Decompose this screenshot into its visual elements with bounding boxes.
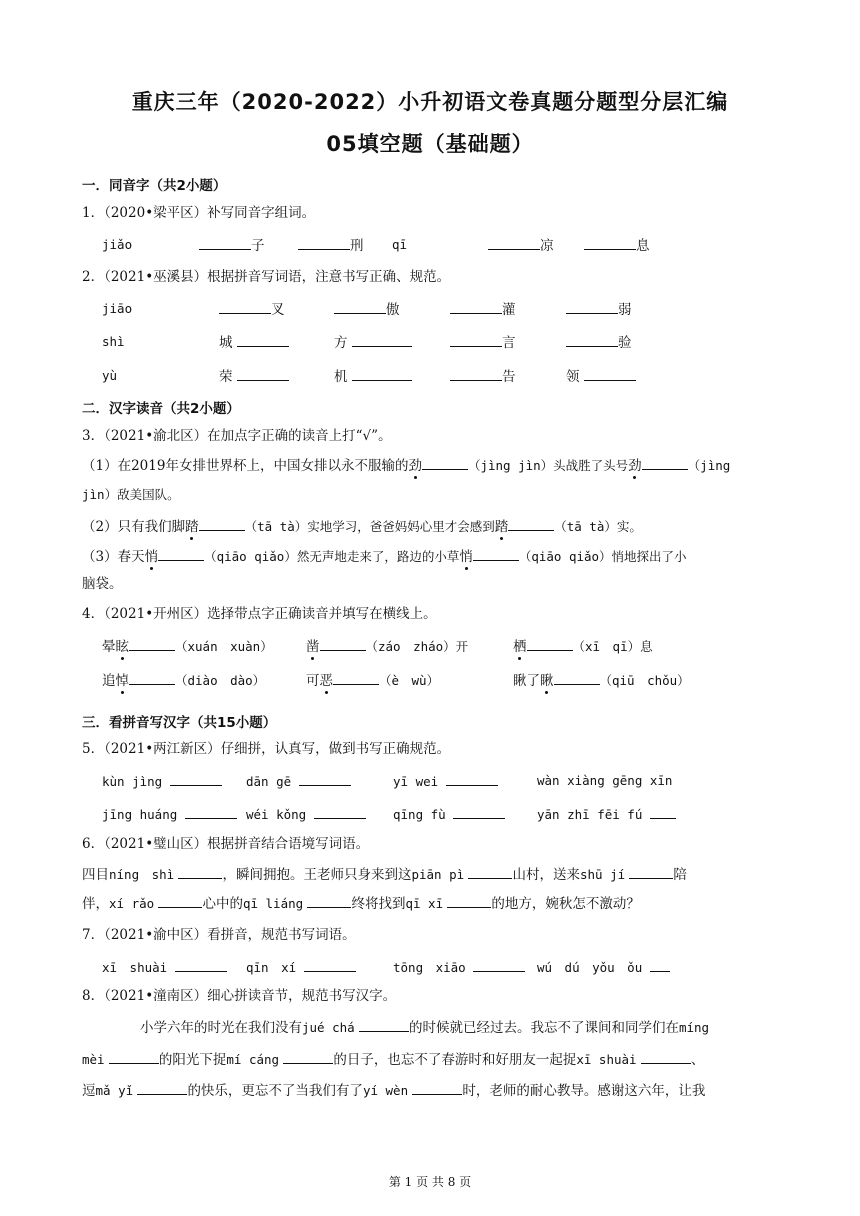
word-item [513, 636, 653, 657]
text: （jìng [687, 458, 731, 473]
answer-blank[interactable] [185, 804, 237, 819]
pinyin-item [246, 771, 351, 792]
text: 小学六年的时光在我们没有 [140, 1020, 302, 1036]
text: （3）春天 [82, 549, 145, 565]
word-item [102, 636, 273, 657]
answer-blank[interactable] [584, 366, 636, 381]
answer-slot [450, 332, 516, 353]
text: （2）只有我们脚 [82, 519, 186, 535]
dotted-char: 悄 [459, 549, 473, 565]
given-char: 机 [334, 369, 348, 385]
pinyin: wàn xiàng gēng xīn [537, 773, 673, 788]
section-heading-homophones: 一．同音字（共2小题） [82, 178, 227, 194]
options: （xuán xuàn） [175, 639, 273, 654]
dotted-char: 劲 [408, 458, 422, 474]
answer-blank[interactable] [170, 771, 222, 786]
pinyin-item [537, 804, 676, 825]
answer-slot [566, 366, 636, 387]
page-footer: 第 1 页 共 8 页 [388, 1175, 472, 1189]
word-item [102, 670, 265, 691]
question-4-stem: 4．（2021•开州区）选择带点字正确读音并填写在横线上。 [82, 606, 437, 622]
document-title-line2: 05填空题（基础题） [326, 132, 534, 156]
given-char: 弱 [618, 302, 632, 318]
question-6-stem: 6．（2021•璧山区）根据拼音结合语境写词语。 [82, 836, 370, 852]
text: （1）在2019年女排世界杯上，中国女排以永不服输的 [82, 458, 409, 474]
pinyin: níng shì [109, 867, 175, 882]
text: 的时候就已经过去。我忘不了课间和同学们在 [408, 1020, 679, 1036]
pinyin: yí wèn [362, 1083, 409, 1098]
given-char: 城 [219, 335, 233, 351]
answer-slot [219, 366, 289, 387]
pinyin-item [537, 771, 672, 791]
dotted-char: 眩 [115, 639, 129, 655]
answer-blank[interactable] [178, 864, 222, 879]
text: 时，老师的耐心教导。感谢这六年，让我 [462, 1083, 706, 1099]
given-char: 荣 [219, 369, 233, 385]
pinyin: shū jí [579, 867, 626, 882]
question-3-stem: 3．（2021•渝北区）在加点字正确的读音上打“√”。 [82, 428, 392, 444]
answer-blank[interactable] [629, 864, 673, 879]
pinyin-item [537, 957, 670, 978]
answer-blank[interactable] [642, 455, 688, 470]
document-title-line1: 重庆三年（2020-2022）小升初语文卷真题分题型分层汇编 [131, 90, 729, 114]
pinyin: piān pì [411, 867, 465, 882]
answer-blank[interactable] [650, 957, 670, 972]
pinyin: wú dú yǒu ǒu [537, 960, 643, 975]
answer-blank[interactable] [566, 299, 618, 314]
text: 的阳光下捉 [158, 1052, 227, 1068]
pinyin: mí cáng [226, 1052, 280, 1067]
section-heading-pronunciation: 二．汉字读音（共2小题） [82, 401, 240, 417]
pinyin: yī wei [393, 774, 439, 789]
text: （tā tà）实。 [554, 519, 642, 534]
pinyin-label: yù [102, 368, 118, 383]
answer-blank[interactable] [446, 771, 498, 786]
answer-slot [566, 299, 632, 320]
question-2-stem: 2．（2021•巫溪县）根据拼音写词语，注意书写正确、规范。 [82, 269, 451, 285]
answer-blank[interactable] [450, 332, 502, 347]
question-3-sentence-1-cont [82, 485, 180, 505]
answer-blank[interactable] [473, 546, 519, 561]
given-char: 告 [502, 369, 516, 385]
pinyin-label: jiǎo [102, 237, 133, 252]
pinyin: tōng xiāo [393, 960, 466, 975]
text: （qiāo qiǎo）然无声地走来了，路边的小草 [204, 549, 460, 564]
answer-slot [450, 366, 516, 387]
pinyin: jué chá [302, 1020, 355, 1035]
text: jìn）敌美国队。 [82, 487, 180, 502]
given-char: 方 [334, 335, 348, 351]
dotted-char: 悄 [144, 549, 159, 565]
answer-slot [566, 332, 632, 353]
text: 的日子，也忘不了春游时和好朋友一起捉 [333, 1052, 577, 1068]
options: （xī qī）息 [572, 639, 653, 654]
dotted-char: 悼 [115, 673, 129, 689]
answer-blank[interactable] [584, 235, 636, 250]
given-char: 子 [251, 238, 265, 254]
question-6-line-1 [82, 864, 687, 885]
answer-slot [334, 332, 412, 353]
answer-blank[interactable] [320, 636, 366, 651]
answer-blank[interactable] [298, 235, 350, 250]
text: 四目 [82, 867, 109, 883]
question-8-stem: 8．（2021•潼南区）细心拼读音节，规范书写汉字。 [82, 988, 397, 1004]
text: （qiāo qiǎo）悄地探出了小 [518, 549, 687, 564]
answer-blank[interactable] [566, 332, 618, 347]
pinyin: qīn xí [246, 960, 297, 975]
answer-blank[interactable] [359, 1017, 409, 1032]
pinyin: míng [678, 1020, 710, 1035]
text: 的地方，婉秋怎不激动？ [491, 896, 640, 912]
given-char: 凉 [540, 238, 554, 254]
answer-blank[interactable] [450, 366, 502, 381]
answer-slot [219, 332, 289, 353]
pinyin-item [102, 804, 237, 825]
dotted-char: 凿 [306, 639, 320, 655]
question-1-stem: 1．（2020•梁平区）补写同音字组词。 [82, 205, 316, 221]
answer-blank[interactable] [175, 957, 227, 972]
answer-blank[interactable] [554, 670, 600, 685]
question-3-sentence-3-cont: 脑袋。 [82, 576, 123, 592]
answer-blank[interactable] [334, 299, 386, 314]
text: （jìng jìn）头战胜了头号 [467, 458, 629, 473]
answer-blank[interactable] [158, 893, 202, 908]
answer-blank[interactable] [473, 957, 525, 972]
given-char: 傲 [386, 302, 400, 318]
question-3-sentence-2 [82, 516, 642, 537]
text: （tā tà）实地学习，爸爸妈妈心里才会感到 [244, 519, 495, 534]
pinyin: qīng fù [393, 807, 446, 822]
pinyin-item [102, 771, 222, 792]
word-item [513, 670, 690, 691]
text: 的快乐，更忘不了当我们有了 [187, 1083, 363, 1099]
question-8-line-2 [82, 1049, 704, 1070]
pinyin: qī xī [405, 896, 444, 911]
pinyin-item [246, 957, 356, 978]
answer-slot [219, 299, 285, 320]
text: 逗 [82, 1083, 96, 1099]
text: 可 [306, 673, 320, 689]
pinyin: qī liáng [242, 896, 304, 911]
text: 晕 [102, 639, 116, 655]
answer-blank[interactable] [352, 366, 412, 381]
answer-blank[interactable] [307, 893, 351, 908]
dotted-char: 踏 [185, 519, 199, 535]
pinyin: xī shuài [576, 1052, 637, 1067]
pinyin: dān gē [246, 774, 292, 789]
options: （diào dào） [175, 673, 266, 688]
answer-blank[interactable] [129, 636, 175, 651]
options: （záo zháo）开 [365, 639, 469, 654]
answer-slot [199, 235, 265, 256]
pinyin: wéi kǒng [246, 807, 307, 822]
given-char: 领 [566, 369, 580, 385]
pinyin: mǎ yǐ [95, 1083, 134, 1098]
question-3-sentence-3 [82, 546, 687, 567]
answer-blank[interactable] [299, 771, 351, 786]
answer-blank[interactable] [137, 1080, 187, 1095]
text: 、 [690, 1052, 705, 1068]
pinyin-label: shì [102, 334, 125, 349]
answer-slot [334, 366, 412, 387]
answer-blank[interactable] [641, 1049, 691, 1064]
given-char: 息 [636, 238, 650, 254]
text: 追 [102, 673, 116, 689]
answer-blank[interactable] [129, 670, 175, 685]
answer-blank[interactable] [237, 332, 289, 347]
answer-blank[interactable] [508, 516, 554, 531]
question-3-sentence-1 [82, 455, 730, 476]
text: 终将找到 [351, 896, 406, 912]
text: 山村，送来 [512, 867, 580, 883]
given-char: 刑 [350, 238, 364, 254]
word-item [306, 670, 439, 691]
pinyin: yān zhī fēi fú [537, 807, 643, 822]
question-8-line-3 [82, 1080, 705, 1101]
pinyin: xī shuài [102, 960, 168, 975]
given-char: 叉 [271, 302, 285, 318]
answer-blank[interactable] [333, 670, 379, 685]
answer-blank[interactable] [237, 366, 289, 381]
options: （è wù） [379, 673, 440, 688]
answer-blank[interactable] [422, 455, 468, 470]
answer-slot [450, 299, 516, 320]
answer-blank[interactable] [304, 957, 356, 972]
answer-blank[interactable] [527, 636, 573, 651]
pinyin: xí rǎo [109, 896, 155, 911]
dotted-char: 栖 [513, 639, 527, 655]
question-7-stem: 7．（2021•渝中区）看拼音，规范书写词语。 [82, 927, 356, 943]
pinyin-label: jiāo [102, 301, 133, 316]
pinyin-item [246, 804, 366, 825]
answer-blank[interactable] [158, 546, 204, 561]
answer-blank[interactable] [219, 299, 271, 314]
dotted-char: 恶 [319, 673, 333, 689]
answer-blank[interactable] [650, 804, 676, 819]
text: 陪 [673, 867, 687, 883]
text: 伴， [82, 896, 109, 912]
text: 心中的 [202, 896, 243, 912]
question-8-line-1 [140, 1017, 709, 1038]
pinyin: mèi [82, 1052, 105, 1067]
answer-slot [488, 235, 554, 256]
answer-blank[interactable] [450, 299, 502, 314]
answer-blank[interactable] [352, 332, 412, 347]
given-char: 验 [618, 335, 632, 351]
question-6-line-2 [82, 893, 640, 914]
answer-blank[interactable] [314, 804, 366, 819]
text: 瞅了 [513, 673, 540, 689]
answer-blank[interactable] [199, 235, 251, 250]
answer-slot [298, 235, 364, 256]
pinyin: jīng huáng [102, 807, 178, 822]
dotted-char: 瞅 [540, 673, 554, 689]
given-char: 言 [502, 335, 516, 351]
options: （qiū chǒu） [599, 673, 690, 688]
answer-blank[interactable] [109, 1049, 159, 1064]
answer-blank[interactable] [412, 1080, 462, 1095]
pinyin-item [102, 957, 227, 978]
text: ，瞬间拥抱。王老师只身来到这 [222, 867, 412, 883]
pinyin-item [393, 957, 525, 978]
answer-slot [334, 299, 400, 320]
pinyin-label: qī [392, 237, 408, 252]
section-heading-pinyin-to-hanzi: 三．看拼音写汉字（共15小题） [82, 715, 277, 731]
answer-blank[interactable] [453, 804, 505, 819]
word-item [306, 636, 468, 657]
pinyin-item [393, 771, 498, 792]
dotted-char: 踏 [494, 519, 509, 535]
dotted-char: 劲 [628, 458, 642, 474]
given-char: 灌 [502, 302, 516, 318]
answer-blank[interactable] [447, 893, 491, 908]
answer-blank[interactable] [199, 516, 245, 531]
answer-blank[interactable] [468, 864, 512, 879]
answer-slot [584, 235, 650, 256]
answer-blank[interactable] [283, 1049, 333, 1064]
question-5-stem: 5．（2021•两江新区）仔细拼，认真写，做到书写正确规范。 [82, 741, 451, 757]
answer-blank[interactable] [488, 235, 540, 250]
pinyin-item [393, 804, 505, 825]
pinyin: kùn jìng [102, 774, 163, 789]
